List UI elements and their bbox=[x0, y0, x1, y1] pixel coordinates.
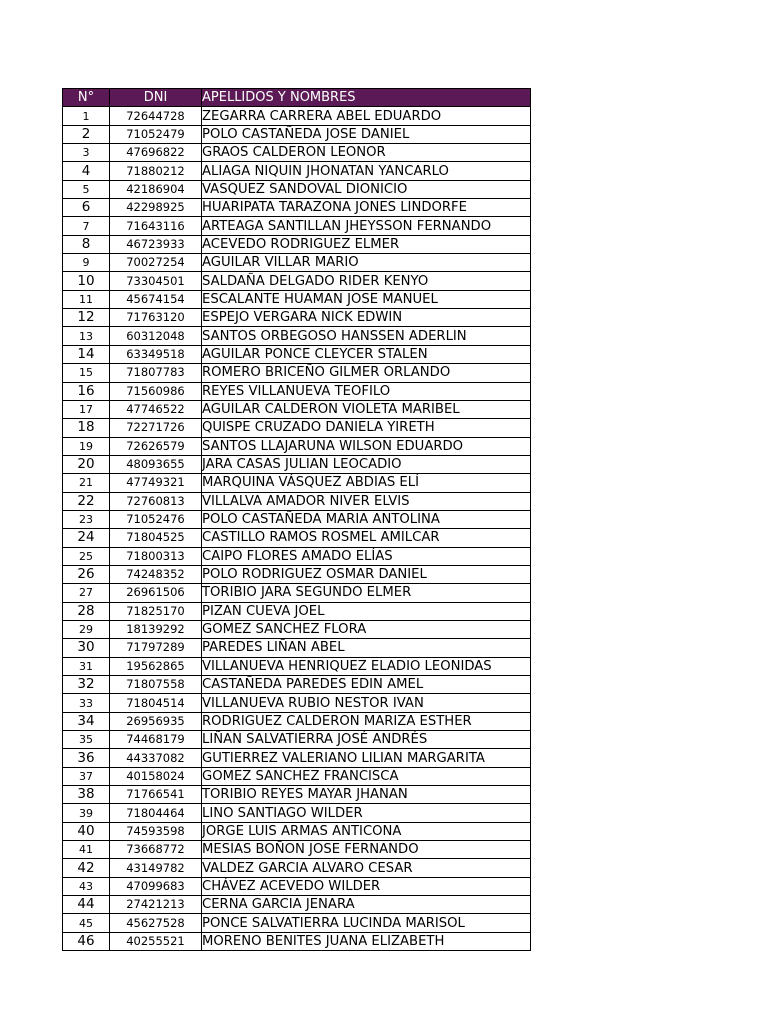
row-number: 20 bbox=[63, 455, 110, 473]
row-number: 21 bbox=[63, 474, 110, 492]
row-dni: 71052479 bbox=[110, 125, 202, 143]
row-full-name: CASTILLO RAMOS ROSMEL AMILCAR bbox=[202, 529, 531, 547]
table-row bbox=[63, 144, 531, 162]
row-dni: 18139292 bbox=[110, 620, 202, 638]
table-row bbox=[63, 400, 531, 418]
row-number: 40 bbox=[63, 822, 110, 840]
row-full-name: POLO CASTAÑEDA MARIA ANTOLINA bbox=[202, 510, 531, 528]
row-dni: 45627528 bbox=[110, 914, 202, 932]
row-full-name: TORIBIO JARA SEGUNDO ELMER bbox=[202, 584, 531, 602]
row-dni: 74248352 bbox=[110, 565, 202, 583]
table-row bbox=[63, 657, 531, 675]
row-full-name: CAIPO FLORES AMADO ELÍAS bbox=[202, 547, 531, 565]
row-number: 18 bbox=[63, 419, 110, 437]
row-number: 36 bbox=[63, 749, 110, 767]
row-number: 39 bbox=[63, 804, 110, 822]
header-dni: DNI bbox=[110, 89, 202, 107]
table-row bbox=[63, 327, 531, 345]
row-dni: 48093655 bbox=[110, 455, 202, 473]
header-number: N° bbox=[63, 89, 110, 107]
row-number: 23 bbox=[63, 510, 110, 528]
row-number: 46 bbox=[63, 932, 110, 950]
table-row bbox=[63, 602, 531, 620]
row-full-name: ESPEJO VERGARA NICK EDWIN bbox=[202, 309, 531, 327]
table-row bbox=[63, 162, 531, 180]
row-full-name: PONCE SALVATIERRA LUCINDA MARISOL bbox=[202, 914, 531, 932]
table-row bbox=[63, 877, 531, 895]
table-row bbox=[63, 474, 531, 492]
row-number: 7 bbox=[63, 217, 110, 235]
table-row bbox=[63, 180, 531, 198]
row-full-name: ACEVEDO RODRIGUEZ ELMER bbox=[202, 235, 531, 253]
row-full-name: HUARIPATA TARAZONA JONES LINDORFE bbox=[202, 199, 531, 217]
row-number: 10 bbox=[63, 272, 110, 290]
row-number: 13 bbox=[63, 327, 110, 345]
row-dni: 47099683 bbox=[110, 877, 202, 895]
row-dni: 26956935 bbox=[110, 712, 202, 730]
row-full-name: ESCALANTE HUAMAN JOSE MANUEL bbox=[202, 290, 531, 308]
row-full-name: PIZAN CUEVA JOEL bbox=[202, 602, 531, 620]
row-full-name: GOMEZ SANCHEZ FRANCISCA bbox=[202, 767, 531, 785]
table-row bbox=[63, 547, 531, 565]
row-dni: 71643116 bbox=[110, 217, 202, 235]
row-full-name: GRAOS CALDERON LEONOR bbox=[202, 144, 531, 162]
row-full-name: MESIAS BOÑON JOSE FERNANDO bbox=[202, 841, 531, 859]
row-full-name: CERNA GARCIA JENARA bbox=[202, 896, 531, 914]
row-full-name: AGUILAR CALDERON VIOLETA MARIBEL bbox=[202, 400, 531, 418]
row-full-name: VILLANUEVA RUBIO NESTOR IVAN bbox=[202, 694, 531, 712]
row-dni: 47746522 bbox=[110, 400, 202, 418]
table-row bbox=[63, 822, 531, 840]
row-full-name: AGUILAR VILLAR MARIO bbox=[202, 254, 531, 272]
row-number: 42 bbox=[63, 859, 110, 877]
row-number: 43 bbox=[63, 877, 110, 895]
row-number: 30 bbox=[63, 639, 110, 657]
row-number: 12 bbox=[63, 309, 110, 327]
row-number: 28 bbox=[63, 602, 110, 620]
table-row bbox=[63, 694, 531, 712]
row-number: 32 bbox=[63, 676, 110, 694]
table-row bbox=[63, 676, 531, 694]
row-number: 4 bbox=[63, 162, 110, 180]
row-dni: 71052476 bbox=[110, 510, 202, 528]
row-number: 6 bbox=[63, 199, 110, 217]
row-full-name: VILLANUEVA HENRIQUEZ ELADIO LEONIDAS bbox=[202, 657, 531, 675]
table-row bbox=[63, 749, 531, 767]
row-number: 19 bbox=[63, 437, 110, 455]
row-dni: 72644728 bbox=[110, 107, 202, 125]
row-dni: 63349518 bbox=[110, 345, 202, 363]
row-number: 11 bbox=[63, 290, 110, 308]
table-row bbox=[63, 125, 531, 143]
row-dni: 71804514 bbox=[110, 694, 202, 712]
row-number: 24 bbox=[63, 529, 110, 547]
row-dni: 72626579 bbox=[110, 437, 202, 455]
row-number: 35 bbox=[63, 731, 110, 749]
row-number: 44 bbox=[63, 896, 110, 914]
row-number: 33 bbox=[63, 694, 110, 712]
row-full-name: JARA CASAS JULIAN LEOCADIO bbox=[202, 455, 531, 473]
table-row bbox=[63, 712, 531, 730]
row-dni: 71804464 bbox=[110, 804, 202, 822]
row-dni: 71807783 bbox=[110, 364, 202, 382]
row-dni: 71807558 bbox=[110, 676, 202, 694]
table-row bbox=[63, 272, 531, 290]
row-full-name: CHÁVEZ ACEVEDO WILDER bbox=[202, 877, 531, 895]
table-row bbox=[63, 382, 531, 400]
table-row bbox=[63, 529, 531, 547]
row-full-name: ZEGARRA CARRERA ABEL EDUARDO bbox=[202, 107, 531, 125]
row-number: 14 bbox=[63, 345, 110, 363]
row-full-name: GUTIERREZ VALERIANO LILIAN MARGARITA bbox=[202, 749, 531, 767]
table-row bbox=[63, 235, 531, 253]
row-full-name: AGUILAR PONCE CLEYCER STALEN bbox=[202, 345, 531, 363]
row-dni: 71804525 bbox=[110, 529, 202, 547]
row-dni: 43149782 bbox=[110, 859, 202, 877]
row-dni: 71825170 bbox=[110, 602, 202, 620]
row-number: 29 bbox=[63, 620, 110, 638]
table-row bbox=[63, 217, 531, 235]
row-number: 34 bbox=[63, 712, 110, 730]
row-dni: 45674154 bbox=[110, 290, 202, 308]
roster-table bbox=[62, 88, 531, 951]
row-dni: 71763120 bbox=[110, 309, 202, 327]
row-number: 15 bbox=[63, 364, 110, 382]
row-number: 41 bbox=[63, 841, 110, 859]
row-full-name: LIÑAN SALVATIERRA JOSÉ ANDRÉS bbox=[202, 731, 531, 749]
row-number: 25 bbox=[63, 547, 110, 565]
table-row bbox=[63, 309, 531, 327]
row-full-name: POLO RODRIGUEZ OSMAR DANIEL bbox=[202, 565, 531, 583]
row-full-name: MORENO BENITES JUANA ELIZABETH bbox=[202, 932, 531, 950]
table-row bbox=[63, 620, 531, 638]
row-full-name: JORGE LUIS ARMAS ANTICONA bbox=[202, 822, 531, 840]
row-dni: 40255521 bbox=[110, 932, 202, 950]
row-dni: 72760813 bbox=[110, 492, 202, 510]
row-dni: 71560986 bbox=[110, 382, 202, 400]
row-full-name: PAREDES LIÑAN ABEL bbox=[202, 639, 531, 657]
row-dni: 70027254 bbox=[110, 254, 202, 272]
row-number: 9 bbox=[63, 254, 110, 272]
row-number: 37 bbox=[63, 767, 110, 785]
row-number: 1 bbox=[63, 107, 110, 125]
table-row bbox=[63, 932, 531, 950]
row-full-name: RODRIGUEZ CALDERON MARIZA ESTHER bbox=[202, 712, 531, 730]
table-row bbox=[63, 492, 531, 510]
table-row bbox=[63, 859, 531, 877]
table-row bbox=[63, 290, 531, 308]
row-dni: 71797289 bbox=[110, 639, 202, 657]
table-row bbox=[63, 786, 531, 804]
table-row bbox=[63, 914, 531, 932]
row-dni: 71880212 bbox=[110, 162, 202, 180]
row-full-name: SANTOS LLAJARUNA WILSON EDUARDO bbox=[202, 437, 531, 455]
table-row bbox=[63, 896, 531, 914]
row-dni: 44337082 bbox=[110, 749, 202, 767]
table-row bbox=[63, 584, 531, 602]
row-full-name: SALDAÑA DELGADO RIDER KENYO bbox=[202, 272, 531, 290]
table-row bbox=[63, 510, 531, 528]
table-row bbox=[63, 364, 531, 382]
row-full-name: ROMERO BRICEÑO GILMER ORLANDO bbox=[202, 364, 531, 382]
row-full-name: QUISPE CRUZADO DANIELA YIRETH bbox=[202, 419, 531, 437]
row-full-name: VALDEZ GARCIA ALVARO CESAR bbox=[202, 859, 531, 877]
row-full-name: CASTAÑEDA PAREDES EDIN AMEL bbox=[202, 676, 531, 694]
row-dni: 74593598 bbox=[110, 822, 202, 840]
row-dni: 40158024 bbox=[110, 767, 202, 785]
row-full-name: ARTEAGA SANTILLAN JHEYSSON FERNANDO bbox=[202, 217, 531, 235]
table-row bbox=[63, 639, 531, 657]
row-dni: 72271726 bbox=[110, 419, 202, 437]
header-row bbox=[63, 89, 531, 107]
row-dni: 71766541 bbox=[110, 786, 202, 804]
row-full-name: POLO CASTAÑEDA JOSE DANIEL bbox=[202, 125, 531, 143]
row-number: 38 bbox=[63, 786, 110, 804]
row-full-name: TORIBIO REYES MAYAR JHANAN bbox=[202, 786, 531, 804]
row-dni: 74468179 bbox=[110, 731, 202, 749]
header-full-name: APELLIDOS Y NOMBRES bbox=[202, 89, 531, 107]
table-row bbox=[63, 345, 531, 363]
row-dni: 26961506 bbox=[110, 584, 202, 602]
row-dni: 47696822 bbox=[110, 144, 202, 162]
table-row bbox=[63, 767, 531, 785]
table-row bbox=[63, 254, 531, 272]
row-dni: 42298925 bbox=[110, 199, 202, 217]
row-number: 17 bbox=[63, 400, 110, 418]
row-dni: 46723933 bbox=[110, 235, 202, 253]
row-number: 8 bbox=[63, 235, 110, 253]
table-row bbox=[63, 455, 531, 473]
table-row bbox=[63, 419, 531, 437]
row-dni: 19562865 bbox=[110, 657, 202, 675]
table-row bbox=[63, 107, 531, 125]
row-number: 2 bbox=[63, 125, 110, 143]
row-full-name: ALIAGA NIQUIN JHONATAN YANCARLO bbox=[202, 162, 531, 180]
table-row bbox=[63, 841, 531, 859]
table-row bbox=[63, 804, 531, 822]
row-dni: 27421213 bbox=[110, 896, 202, 914]
row-full-name: VASQUEZ SANDOVAL DIONICIO bbox=[202, 180, 531, 198]
row-full-name: LINO SANTIAGO WILDER bbox=[202, 804, 531, 822]
row-number: 27 bbox=[63, 584, 110, 602]
table-row bbox=[63, 199, 531, 217]
row-full-name: REYES VILLANUEVA TEOFILO bbox=[202, 382, 531, 400]
row-number: 5 bbox=[63, 180, 110, 198]
row-full-name: SANTOS ORBEGOSO HANSSEN ADERLIN bbox=[202, 327, 531, 345]
row-full-name: MARQUINA VÁSQUEZ ABDIAS ELÍ bbox=[202, 474, 531, 492]
table-row bbox=[63, 565, 531, 583]
row-number: 31 bbox=[63, 657, 110, 675]
row-number: 26 bbox=[63, 565, 110, 583]
row-dni: 60312048 bbox=[110, 327, 202, 345]
table-row bbox=[63, 731, 531, 749]
table-row bbox=[63, 437, 531, 455]
table-body bbox=[63, 107, 531, 951]
row-number: 45 bbox=[63, 914, 110, 932]
table-header bbox=[63, 89, 531, 107]
row-dni: 73304501 bbox=[110, 272, 202, 290]
row-full-name: VILLALVA AMADOR NIVER ELVIS bbox=[202, 492, 531, 510]
row-dni: 71800313 bbox=[110, 547, 202, 565]
row-dni: 47749321 bbox=[110, 474, 202, 492]
row-number: 3 bbox=[63, 144, 110, 162]
row-dni: 42186904 bbox=[110, 180, 202, 198]
row-full-name: GOMEZ SANCHEZ FLORA bbox=[202, 620, 531, 638]
row-dni: 73668772 bbox=[110, 841, 202, 859]
row-number: 22 bbox=[63, 492, 110, 510]
row-number: 16 bbox=[63, 382, 110, 400]
